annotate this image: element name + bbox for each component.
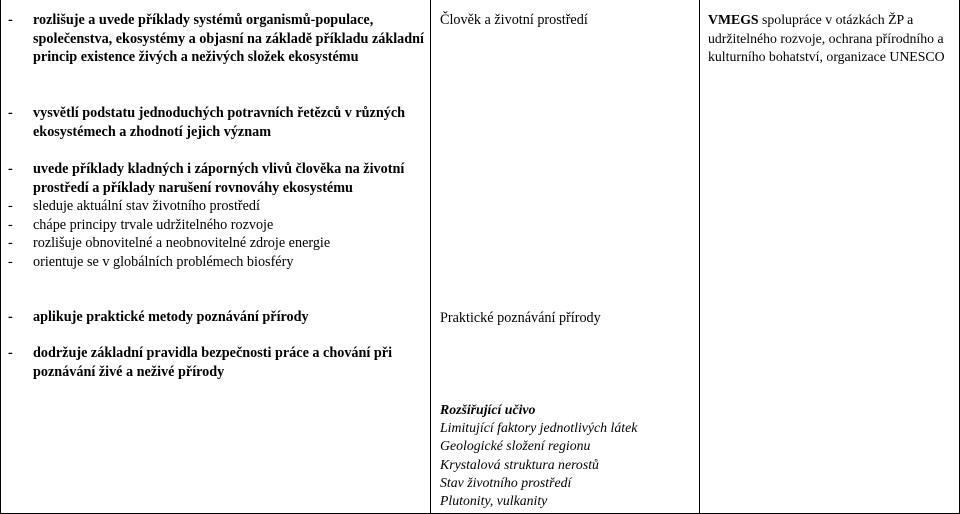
extension-block <box>440 401 698 510</box>
outcome-group-3 <box>8 160 426 271</box>
outcome-group-1 <box>8 11 426 67</box>
outcome-text: sleduje aktuální stav životního prostředí <box>33 198 260 214</box>
topic-1: Člověk a životní prostředí <box>440 12 588 28</box>
outcome-item: - orientuje se v globálních problémech biosféry <box>8 253 294 270</box>
extension-item: Stav životního prostředí <box>440 474 572 490</box>
extension-heading: Rozšiřující učivo <box>440 402 536 417</box>
extension-item: Plutonity, vulkanity <box>440 493 548 509</box>
outcome-text: rozlišuje a uvede příklady systémů organismů-populace, společenstva, ekosystémy a objasní na základě příkladu základní princip existence živých a neživých složek ekosystému <box>33 12 425 65</box>
topic-2: Praktické poznávání přírody <box>440 310 601 326</box>
outcome-text: dodržuje základní pravidla bezpečnosti práce a chování při poznávání živé a neživé přírody <box>33 345 393 380</box>
outcome-item: - uvede příklady kladných i záporných vlivů člověka na životní prostředí a příklady narušení rovnováhy ekosystému <box>8 161 405 196</box>
outcome-text: vysvětlí podstatu jednoduchých potravních řetězců v různých ekosystémech a zhodnotí jejich význam <box>33 105 406 140</box>
column-divider <box>430 0 431 514</box>
outcome-item: - rozlišuje a uvede příklady systémů organismů-populace, společenstva, ekosystémy a objasní na základě příkladu základní princip existence živých a neživých složek ekosystému <box>8 12 425 65</box>
outcome-item: - vysvětlí podstatu jednoduchých potravních řetězců v různých ekosystémech a zhodnotí jejich význam <box>8 105 406 140</box>
outcome-item: - dodržuje základní pravidla bezpečnosti práce a chování při poznávání živé a neživé přírody <box>8 345 393 380</box>
outcome-text: chápe principy trvale udržitelného rozvoje <box>33 216 274 233</box>
outcome-item: - chápe principy trvale udržitelného rozvoje <box>8 216 274 233</box>
vmegs-label: VMEGS <box>708 12 759 27</box>
outcome-text: aplikuje praktické metody poznávání přírody <box>33 309 309 325</box>
outcome-text: rozlišuje obnovitelné a neobnovitelné zdroje energie <box>33 235 331 251</box>
outcome-item: - rozlišuje obnovitelné a neobnovitelné zdroje energie <box>8 235 331 251</box>
outcome-group-2 <box>8 104 426 141</box>
vmegs-text: spolupráce v otázkách ŽP a udržitelného rozvoje, ochrana přírodního a kulturního bohatství, organizace UNESCO <box>708 12 945 64</box>
cross-curricular-note <box>708 11 956 67</box>
outcome-text: orientuje se v globálních problémech biosféry <box>33 253 294 270</box>
column-divider <box>699 0 700 514</box>
outcome-group-4 <box>8 308 426 327</box>
outcome-group-5 <box>8 344 426 381</box>
extension-item: Limitující faktory jednotlivých látek <box>440 420 638 436</box>
extension-item: Krystalová struktura nerostů <box>440 456 599 472</box>
outcome-text: uvede příklady kladných i záporných vlivů člověka na životní prostředí a příklady narušení rovnováhy ekosystému <box>33 161 405 196</box>
outcome-item: - aplikuje praktické metody poznávání přírody <box>8 309 309 325</box>
extension-item: Geologické složení regionu <box>440 438 591 454</box>
outcome-item: - sleduje aktuální stav životního prostředí <box>8 198 260 214</box>
